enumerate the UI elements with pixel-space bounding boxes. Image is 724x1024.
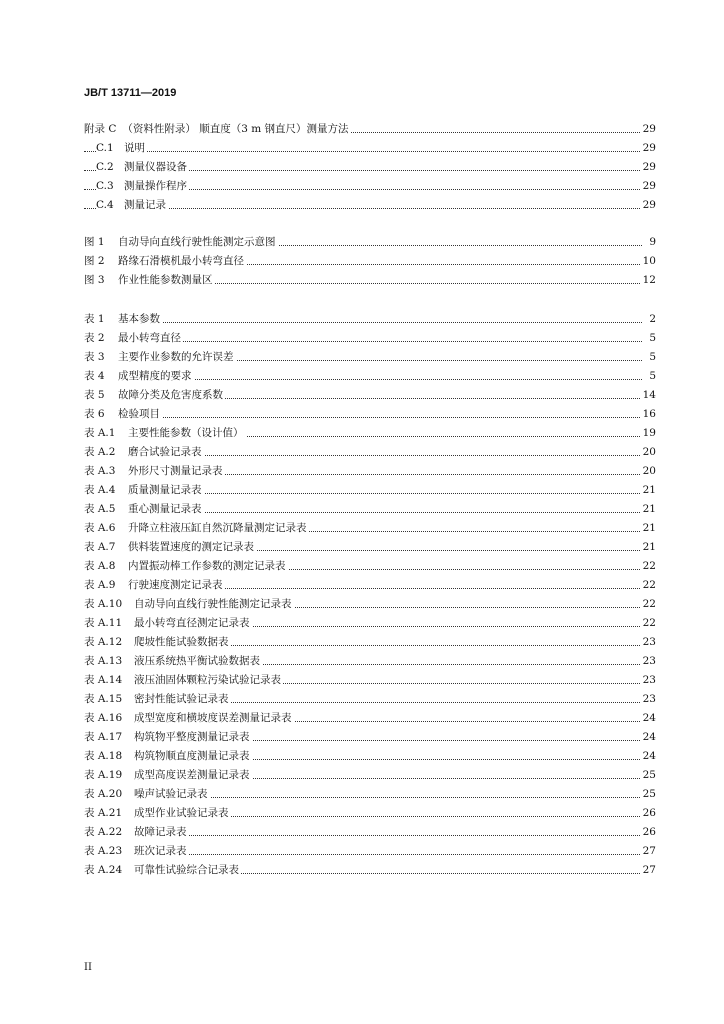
toc-entry-number: 图 2: [84, 255, 105, 267]
toc-entry-page: 23: [641, 633, 656, 652]
toc-entry-number: 表 A.9: [84, 579, 116, 591]
toc-entry[interactable]: [84, 633, 656, 652]
toc-entry-page: 21: [641, 500, 656, 519]
toc-entry-label: [84, 709, 294, 728]
toc-entry[interactable]: [84, 139, 656, 158]
document-header: JB/T 13711—2019: [84, 87, 177, 99]
toc-entry-label: [84, 557, 288, 576]
toc-entry[interactable]: [84, 120, 656, 139]
toc-entry-label: [84, 652, 262, 671]
toc-entry[interactable]: [84, 804, 656, 823]
toc-entry-title: 磨合试验记录表: [128, 446, 202, 458]
toc-entry-title: 主要作业参数的允许误差: [118, 351, 234, 363]
toc-entry-label: [84, 633, 231, 652]
toc-entry[interactable]: [84, 728, 656, 747]
toc-entry-label: [84, 462, 225, 481]
dot-leader: [84, 151, 642, 152]
toc-entry-label: [84, 614, 252, 633]
toc-entry-title: 测量记录: [124, 199, 166, 211]
toc-entry-title: （资料性附录） 顺直度（3 m 钢直尺）测量方法: [122, 123, 349, 135]
toc-entry-page: 9: [647, 233, 656, 252]
toc-entry-label: [84, 120, 351, 139]
toc-entry-number: C.4: [96, 199, 114, 211]
toc-entry-page: 14: [641, 386, 656, 405]
toc-entry[interactable]: [84, 367, 656, 386]
toc-entry-title: 成型作业试验记录表: [134, 807, 229, 819]
toc-entry-label: [84, 310, 162, 329]
toc-entry[interactable]: [84, 842, 656, 861]
toc-entry-page: 20: [641, 462, 656, 481]
toc-entry-page: 26: [641, 823, 656, 842]
toc-entry[interactable]: [84, 766, 656, 785]
toc-entry-page: 23: [641, 690, 656, 709]
toc-entry-page: 22: [641, 595, 656, 614]
toc-entry-label: [96, 139, 147, 158]
toc-entry-number: 表 A.20: [84, 788, 123, 800]
toc-entry-title: 密封性能试验记录表: [134, 693, 229, 705]
toc-entry-page: 16: [641, 405, 656, 424]
toc-entry-label: [84, 405, 162, 424]
toc-entry[interactable]: [84, 405, 656, 424]
toc-entry-label: [84, 538, 256, 557]
toc-entry-number: 表 A.12: [84, 636, 123, 648]
toc-section-tables: [84, 310, 656, 880]
toc-entry[interactable]: [84, 690, 656, 709]
toc-entry-page: 29: [641, 177, 656, 196]
toc-entry-title: 升降立柱液压缸自然沉降量测定记录表: [128, 522, 307, 534]
toc-entry-label: [84, 348, 236, 367]
toc-entry-title: 构筑物顺直度测量记录表: [134, 750, 250, 762]
toc-entry[interactable]: [84, 671, 656, 690]
toc-entry-title: 说明: [124, 142, 145, 154]
toc-entry-page: 20: [641, 443, 656, 462]
toc-entry-number: 表 A.1: [84, 427, 116, 439]
toc-entry-number: 表 5: [84, 389, 105, 401]
toc-entry-label: [84, 671, 283, 690]
toc-entry-number: 表 A.14: [84, 674, 123, 686]
toc-entry-number: 表 A.21: [84, 807, 123, 819]
toc-entry-number: 表 A.7: [84, 541, 116, 553]
toc-entry-title: 班次记录表: [134, 845, 187, 857]
toc-entry-number: 表 A.8: [84, 560, 116, 572]
toc-entry-number: 表 A.13: [84, 655, 123, 667]
toc-entry-label: [96, 196, 168, 215]
toc-entry-number: C.2: [96, 161, 114, 173]
toc-entry-title: 故障记录表: [134, 826, 187, 838]
toc-entry-title: 行驶速度测定记录表: [128, 579, 223, 591]
toc-entry[interactable]: [84, 252, 656, 271]
toc-entry-page: 26: [641, 804, 656, 823]
toc-entry-label: [84, 367, 194, 386]
toc-entry-label: [84, 595, 294, 614]
toc-entry-page: 24: [641, 709, 656, 728]
toc-entry-page: 5: [647, 329, 656, 348]
toc-entry[interactable]: [84, 348, 656, 367]
toc-entry-label: [84, 329, 183, 348]
toc-entry-label: [96, 177, 189, 196]
toc-entry-number: 表 A.2: [84, 446, 116, 458]
toc-entry-label: [84, 424, 246, 443]
toc-entry-page: 23: [641, 652, 656, 671]
toc-entry-title: 作业性能参数测量区: [118, 274, 213, 286]
toc-entry-number: C.3: [96, 180, 114, 192]
toc-entry-label: [84, 252, 246, 271]
toc-entry[interactable]: [84, 462, 656, 481]
dot-leader: [84, 322, 642, 323]
toc-entry-title: 液压油固体颗粒污染试验记录表: [134, 674, 281, 686]
toc-entry[interactable]: [84, 424, 656, 443]
toc-entry[interactable]: [84, 271, 656, 290]
toc-entry[interactable]: [84, 709, 656, 728]
toc-entry[interactable]: [84, 481, 656, 500]
toc-entry[interactable]: [84, 233, 656, 252]
toc-entry[interactable]: [84, 310, 656, 329]
toc-entry-page: 10: [641, 252, 656, 271]
toc-entry-title: 路缘石滑模机最小转弯直径: [118, 255, 244, 267]
toc-entry-number: 表 A.10: [84, 598, 123, 610]
toc-entry-title: 检验项目: [118, 408, 160, 420]
toc-entry-page: 27: [641, 842, 656, 861]
toc-entry-label: [84, 804, 231, 823]
toc-entry-number: 表 A.11: [84, 617, 123, 629]
toc-entry-title: 噪声试验记录表: [134, 788, 208, 800]
toc-entry-number: 表 A.16: [84, 712, 123, 724]
toc-entry-number: 表 A.15: [84, 693, 123, 705]
toc-entry[interactable]: [84, 823, 656, 842]
toc-entry-title: 自动导向直线行驶性能测定记录表: [134, 598, 292, 610]
toc-entry-number: 表 6: [84, 408, 105, 420]
toc-entry[interactable]: [84, 177, 656, 196]
toc-entry-number: 表 A.17: [84, 731, 123, 743]
toc-entry[interactable]: [84, 652, 656, 671]
toc-entry[interactable]: [84, 386, 656, 405]
toc-entry-page: 5: [647, 367, 656, 386]
toc-entry-label: [84, 271, 215, 290]
toc-entry-title: 主要性能参数（设计值）: [128, 427, 244, 439]
toc-entry-page: 21: [641, 519, 656, 538]
toc-entry-page: 12: [641, 271, 656, 290]
toc-entry-number: 表 A.6: [84, 522, 116, 534]
toc-entry-page: 23: [641, 671, 656, 690]
toc-entry[interactable]: [84, 595, 656, 614]
toc-entry-number: 图 3: [84, 274, 105, 286]
toc-entry-label: [84, 842, 189, 861]
toc-entry-title: 最小转弯直径: [118, 332, 181, 344]
toc-entry-number: 表 A.23: [84, 845, 123, 857]
toc-entry-title: 可靠性试验综合记录表: [134, 864, 239, 876]
toc-entry-page: 19: [641, 424, 656, 443]
toc-entry-label: [84, 823, 189, 842]
toc-entry-title: 内置振动棒工作参数的测定记录表: [128, 560, 286, 572]
toc-entry[interactable]: [84, 158, 656, 177]
toc-entry-number: 表 A.22: [84, 826, 123, 838]
toc-entry-page: 25: [641, 766, 656, 785]
toc-entry-number: 表 A.18: [84, 750, 123, 762]
toc-entry-title: 液压系统热平衡试验数据表: [134, 655, 260, 667]
toc-entry-label: [84, 481, 204, 500]
toc-entry-label: [84, 785, 210, 804]
toc-entry-label: [84, 690, 231, 709]
toc-entry-number: 表 A.19: [84, 769, 123, 781]
toc-entry[interactable]: [84, 557, 656, 576]
toc-section-appendix-c: [84, 120, 656, 215]
toc-entry-page: 22: [641, 557, 656, 576]
toc-entry-number: 表 A.5: [84, 503, 116, 515]
toc-section-figures: [84, 233, 656, 290]
toc-entry[interactable]: [84, 576, 656, 595]
toc-entry-number: C.1: [96, 142, 114, 154]
toc-entry-page: 24: [641, 747, 656, 766]
toc-entry-number: 表 3: [84, 351, 105, 363]
toc-entry[interactable]: [84, 538, 656, 557]
toc-entry-label: [84, 728, 252, 747]
toc-entry[interactable]: [84, 747, 656, 766]
toc-entry-number: 表 4: [84, 370, 105, 382]
toc-entry-number: 表 A.24: [84, 864, 123, 876]
toc-entry-title: 自动导向直线行驶性能测定示意图: [118, 236, 276, 248]
toc-entry-number: 表 2: [84, 332, 105, 344]
toc-entry-page: 29: [641, 120, 656, 139]
toc-entry-label: [96, 158, 189, 177]
toc-entry-number: 表 A.4: [84, 484, 116, 496]
page-number: II: [84, 962, 92, 973]
toc-entry-page: 21: [641, 481, 656, 500]
toc-entry-title: 外形尺寸测量记录表: [128, 465, 223, 477]
toc-entry-title: 爬坡性能试验数据表: [134, 636, 229, 648]
toc-entry-page: 29: [641, 196, 656, 215]
toc-entry-number: 图 1: [84, 236, 105, 248]
toc-entry-number: 表 1: [84, 313, 105, 325]
toc-entry-label: [84, 386, 225, 405]
toc-entry-page: 21: [641, 538, 656, 557]
toc-entry-number: 附录 C: [84, 123, 117, 135]
toc-entry-page: 5: [647, 348, 656, 367]
toc-entry-label: [84, 747, 252, 766]
toc-entry-label: [84, 500, 204, 519]
dot-leader: [84, 417, 642, 418]
toc-entry-page: 2: [647, 310, 656, 329]
toc-entry-page: 27: [641, 861, 656, 880]
toc-entry-title: 最小转弯直径测定记录表: [134, 617, 250, 629]
toc-entry-label: [84, 519, 309, 538]
toc-entry-title: 成型宽度和横坡度误差测量记录表: [134, 712, 292, 724]
toc-entry-page: 22: [641, 614, 656, 633]
toc-entry-title: 测量仪器设备: [124, 161, 187, 173]
toc-entry[interactable]: [84, 785, 656, 804]
toc-entry-number: 表 A.3: [84, 465, 116, 477]
toc-entry-label: [84, 576, 225, 595]
toc-entry-page: 24: [641, 728, 656, 747]
toc-entry-page: 29: [641, 139, 656, 158]
toc-entry-label: [84, 766, 252, 785]
toc-entry-page: 29: [641, 158, 656, 177]
toc-entry-title: 成型精度的要求: [118, 370, 192, 382]
toc-entry-title: 故障分类及危害度系数: [118, 389, 223, 401]
toc-entry[interactable]: [84, 519, 656, 538]
toc-entry-title: 供料装置速度的测定记录表: [128, 541, 254, 553]
toc-entry-label: [84, 233, 278, 252]
toc-entry-title: 构筑物平整度测量记录表: [134, 731, 250, 743]
toc-entry[interactable]: [84, 443, 656, 462]
toc-entry-page: 22: [641, 576, 656, 595]
toc-entry-label: [84, 861, 241, 880]
toc-entry-title: 质量测量记录表: [128, 484, 202, 496]
toc-entry-page: 25: [641, 785, 656, 804]
toc-entry[interactable]: [84, 196, 656, 215]
toc-entry[interactable]: [84, 614, 656, 633]
toc-entry[interactable]: [84, 500, 656, 519]
toc-entry[interactable]: [84, 861, 656, 880]
toc-entry-title: 基本参数: [118, 313, 160, 325]
toc-entry-title: 成型高度误差测量记录表: [134, 769, 250, 781]
toc-entry-title: 测量操作程序: [124, 180, 187, 192]
toc-entry-title: 重心测量记录表: [128, 503, 202, 515]
toc-entry[interactable]: [84, 329, 656, 348]
toc-entry-label: [84, 443, 204, 462]
